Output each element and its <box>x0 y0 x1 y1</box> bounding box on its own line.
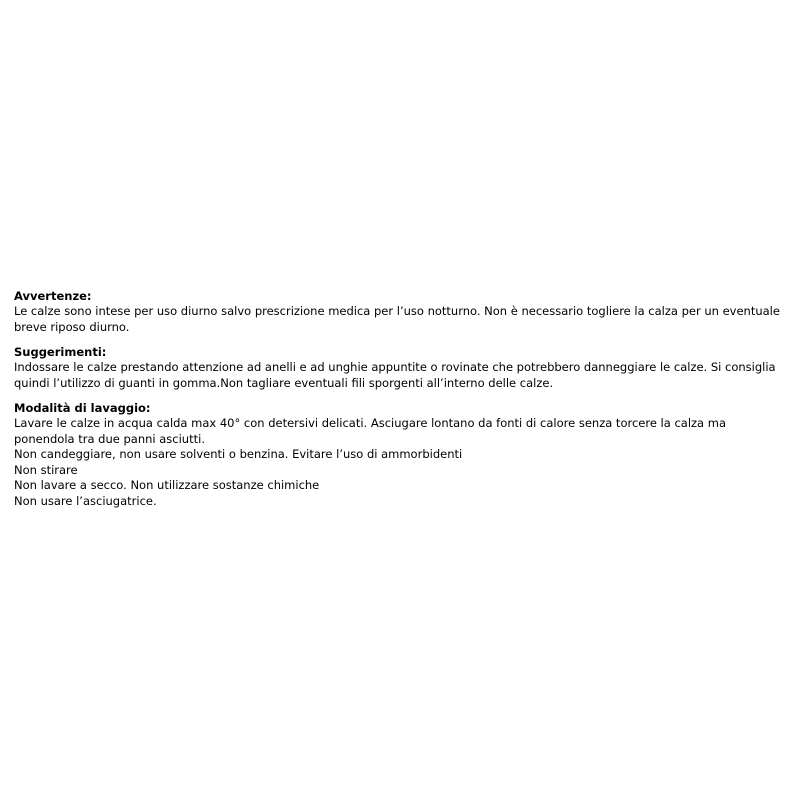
washing-instruction-line-5: Non usare l’asciugatrice. <box>14 493 157 508</box>
section-heading-suggerimenti: Suggerimenti: <box>14 345 107 359</box>
section-avvertenze <box>14 288 788 335</box>
section-heading-modalita-di-lavaggio: Modalità di lavaggio: <box>14 401 151 415</box>
washing-instruction-line-3: Non stirare <box>14 462 78 477</box>
document-content <box>14 288 788 509</box>
section-modalita-di-lavaggio <box>14 400 788 509</box>
section-body-avvertenze: Le calze sono intese per uso diurno salvo prescrizione medica per l’uso notturno. Non è necessario togliere la calza per un eventuale breve riposo diurno. <box>14 304 784 334</box>
section-heading-avvertenze: Avvertenze: <box>14 289 92 303</box>
section-suggerimenti <box>14 344 788 391</box>
washing-instruction-line-1: Lavare le calze in acqua calda max 40° con detersivi delicati. Asciugare lontano da fonti di calore senza torcere la calza ma ponendola tra due panni asciutti. <box>14 416 730 446</box>
washing-instruction-line-2: Non candeggiare, non usare solventi o benzina. Evitare l’uso di ammorbidenti <box>14 447 463 461</box>
washing-instruction-line-4: Non lavare a secco. Non utilizzare sostanze chimiche <box>14 478 320 492</box>
section-body-suggerimenti: Indossare le calze prestando attenzione ad anelli e ad unghie appuntite o rovinate che potrebbero danneggiare le calze. Si consiglia quindi l’utilizzo di guanti in gomma.Non tagliare eventuali fili sporgenti all’interno delle calze. <box>14 360 780 390</box>
